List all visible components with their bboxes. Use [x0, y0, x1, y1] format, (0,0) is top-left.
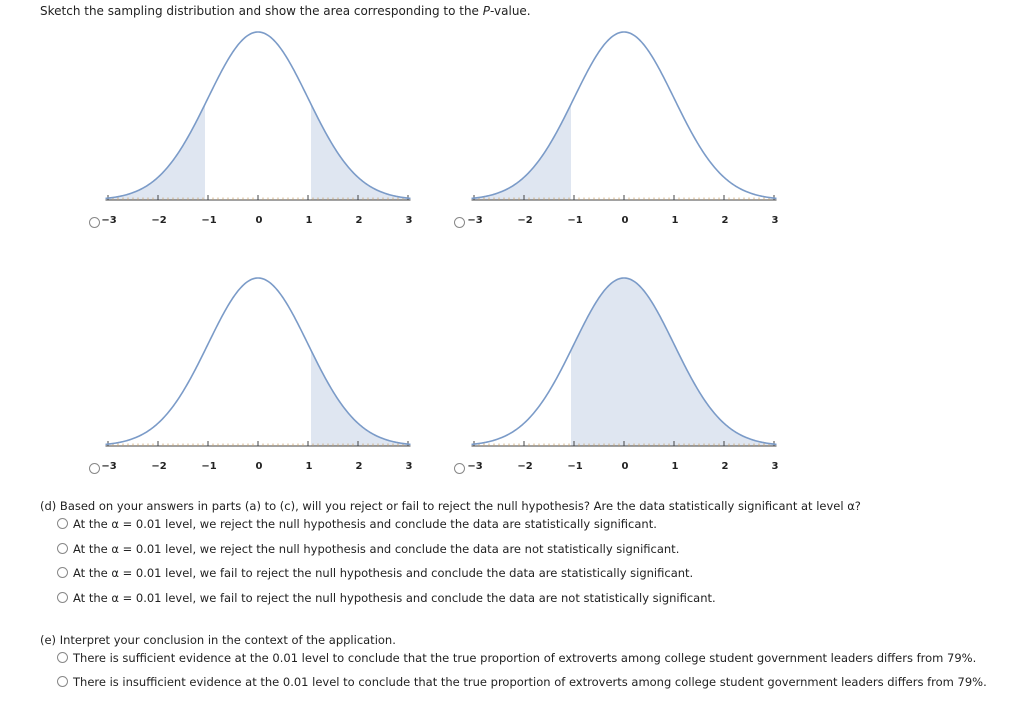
part-d-radio-2[interactable]	[57, 543, 68, 554]
tick-label-3: 3	[771, 215, 779, 226]
p-symbol: P	[482, 4, 491, 18]
graph-two-tailed	[100, 24, 420, 229]
part-e-question: (e) Interpret your conclusion in the context of the application.	[40, 633, 396, 647]
tick-label--2: −2	[517, 215, 533, 226]
part-e-option-1[interactable]	[57, 651, 976, 665]
tick-label-1: 1	[671, 461, 679, 472]
tick-label-3: 3	[771, 461, 779, 472]
tick-label-2: 2	[355, 461, 363, 472]
tick-label--3: −3	[467, 215, 483, 226]
shaded-area-1	[108, 104, 205, 200]
part-d-option-4[interactable]	[57, 591, 716, 605]
graph-right-tail	[100, 270, 420, 475]
shaded-area-1	[474, 104, 571, 200]
tick-label--2: −2	[151, 461, 167, 472]
tick-label--1: −1	[567, 215, 583, 226]
part-d-option-3[interactable]	[57, 566, 693, 580]
normal-curve	[106, 32, 411, 198]
tick-label-2: 2	[721, 215, 729, 226]
tick-label-0: 0	[621, 461, 629, 472]
normal-curve	[106, 278, 411, 444]
part-d-radio-1[interactable]	[57, 518, 68, 529]
graph-option-left-tail-radio[interactable]	[454, 217, 465, 228]
shaded-area-2	[311, 104, 408, 200]
part-d-option-2-label: At the α = 0.01 level, we reject the null hypothesis and conclude the data are not statistically significant.	[73, 542, 680, 556]
part-d-question: (d) Based on your answers in parts (a) to (c), will you reject or fail to reject the null hypothesis? Are the data statistically significant at level α?	[40, 499, 861, 513]
tick-label-3: 3	[405, 461, 413, 472]
instructions-after: -value.	[490, 4, 531, 18]
tick-label-3: 3	[405, 215, 413, 226]
graph-option-right-tail-radio[interactable]	[89, 463, 100, 474]
part-d-radio-3[interactable]	[57, 567, 68, 578]
graph-left-tail	[466, 24, 786, 229]
tick-label-1: 1	[305, 215, 313, 226]
part-e-radio-1[interactable]	[57, 652, 68, 663]
part-e-radio-2[interactable]	[57, 676, 68, 687]
part-d-option-2[interactable]	[57, 542, 679, 556]
tick-label-0: 0	[255, 215, 263, 226]
tick-label-1: 1	[671, 215, 679, 226]
graph-option-two-tailed-radio[interactable]	[89, 217, 100, 228]
part-e-option-2-label: There is insufficient evidence at the 0.01 level to conclude that the true proportion of extroverts among college student government leaders differs from 79%.	[73, 675, 987, 689]
tick-label--1: −1	[201, 461, 217, 472]
tick-label--3: −3	[101, 461, 117, 472]
tick-label-2: 2	[721, 461, 729, 472]
instructions-before: Sketch the sampling distribution and show the area corresponding to the	[40, 4, 483, 18]
tick-label--1: −1	[201, 215, 217, 226]
tick-label--1: −1	[567, 461, 583, 472]
tick-label--3: −3	[467, 461, 483, 472]
shaded-area-1	[571, 278, 774, 446]
part-d-radio-4[interactable]	[57, 592, 68, 603]
instructions-text	[40, 4, 531, 18]
part-e-option-1-label: There is sufficient evidence at the 0.01 level to conclude that the true proportion of extroverts among college student government leaders differs from 79%.	[73, 651, 977, 665]
tick-label-2: 2	[355, 215, 363, 226]
tick-label-0: 0	[255, 461, 263, 472]
graph-option-right-of-neg-radio[interactable]	[454, 463, 465, 474]
part-e-option-2[interactable]	[57, 675, 987, 689]
graph-right-of-neg	[466, 270, 786, 475]
tick-label-1: 1	[305, 461, 313, 472]
tick-label--2: −2	[151, 215, 167, 226]
part-d-option-3-label: At the α = 0.01 level, we fail to reject the null hypothesis and conclude the data are statistically significant.	[73, 566, 694, 580]
tick-label--3: −3	[101, 215, 117, 226]
part-d-option-4-label: At the α = 0.01 level, we fail to reject the null hypothesis and conclude the data are not statistically significant.	[73, 591, 716, 605]
tick-label--2: −2	[517, 461, 533, 472]
part-d-option-1[interactable]	[57, 517, 657, 531]
tick-label-0: 0	[621, 215, 629, 226]
normal-curve	[472, 32, 777, 198]
part-d-option-1-label: At the α = 0.01 level, we reject the null hypothesis and conclude the data are statistically significant.	[73, 517, 657, 531]
shaded-area-1	[311, 350, 408, 446]
